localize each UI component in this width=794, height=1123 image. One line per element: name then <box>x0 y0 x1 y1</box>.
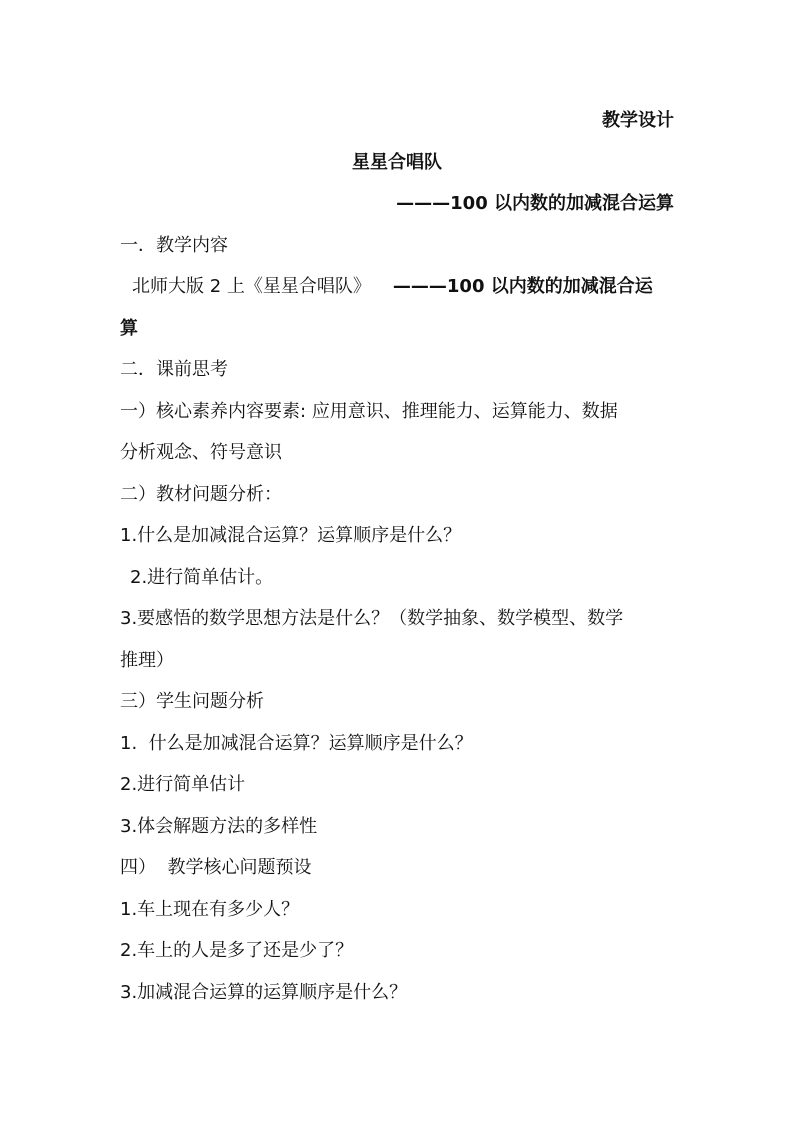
student-question-2: 2.进行简单估计 <box>120 774 246 795</box>
student-question-3: 3.体会解题方法的多样性 <box>120 815 318 837</box>
section1-content <box>120 266 674 308</box>
doc-title: 星星合唱队 <box>352 151 442 173</box>
core-literacy-line1: 一）核心素养内容要素: 应用意识、推理能力、运算能力、数据 <box>120 400 618 422</box>
section2-heading: 二．课前思考 <box>120 359 228 380</box>
section1-heading: 一．教学内容 <box>120 234 228 256</box>
textbook-analysis-heading: 二）教材问题分析： <box>120 483 282 505</box>
core-question-2: 2.车上的人是多了还是少了？ <box>120 940 354 961</box>
doc-header: 教学设计 <box>602 110 674 131</box>
core-question-3: 3.加减混合运算的运算顺序是什么？ <box>120 981 408 1003</box>
core-literacy-line2: 分析观念、符号意识 <box>120 442 282 463</box>
core-question-1: 1.车上现在有多少人？ <box>120 898 300 920</box>
core-questions-heading: 四） 教学核心问题预设 <box>120 857 312 878</box>
doc-subtitle: ———100 以内数的加减混合运算 <box>396 193 674 214</box>
document-body <box>120 100 674 1013</box>
textbook-question-3-line2: 推理） <box>120 649 174 671</box>
textbook-question-1: 1.什么是加减混合运算？运算顺序是什么？ <box>120 525 462 546</box>
section1-content-c: 算 <box>120 317 138 339</box>
textbook-question-2: 2.进行简单估计。 <box>130 566 274 588</box>
section1-content-b: ———100 以内数的加减混合运 <box>392 276 653 297</box>
student-analysis-heading: 三）学生问题分析 <box>120 691 264 712</box>
section1-content-a: 北师大版 2 上《星星合唱队》 <box>132 276 371 297</box>
textbook-question-3-line1: 3.要感悟的数学思想方法是什么？（数学抽象、数学模型、数学 <box>120 608 624 629</box>
student-question-1: 1. 什么是加减混合运算？运算顺序是什么？ <box>120 732 473 754</box>
